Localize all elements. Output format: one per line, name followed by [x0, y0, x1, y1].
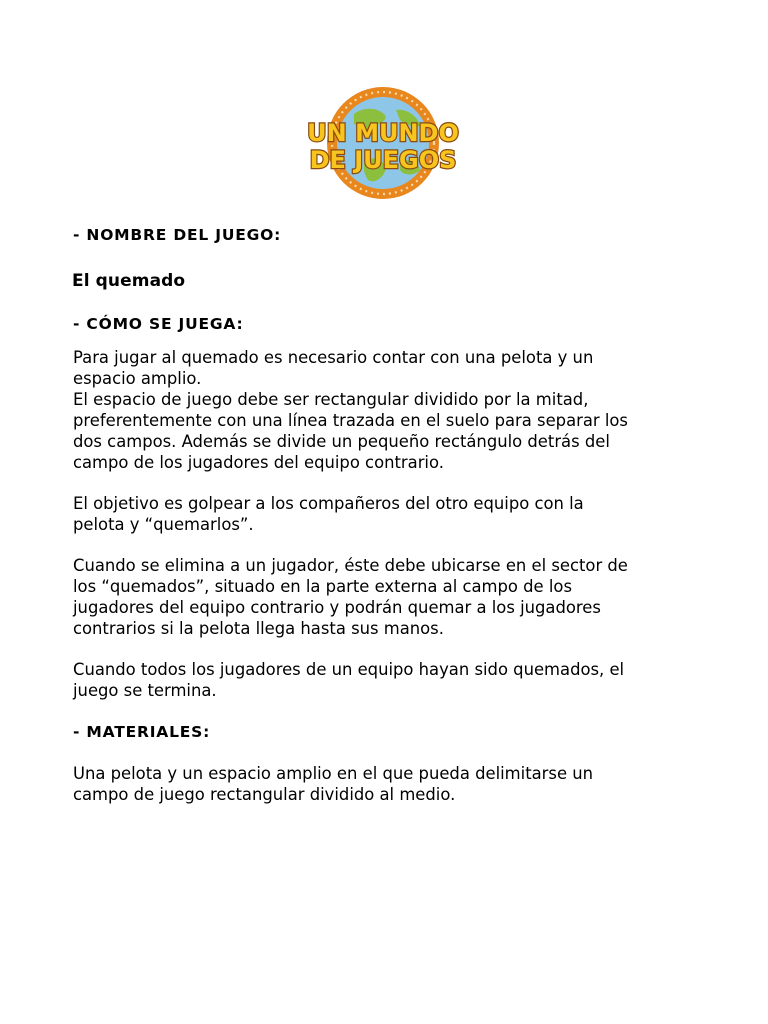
logo-line1: UN MUNDO	[307, 119, 459, 147]
text-line: Para jugar al quemado es necesario contar con una pelota y un	[73, 348, 594, 367]
text-line: campo de juego rectangular dividido al medio.	[73, 785, 456, 804]
text-line: El espacio de juego debe ser rectangular dividido por la mitad,	[73, 390, 589, 409]
text-line: Cuando se elimina a un jugador, éste debe ubicarse en el sector de	[73, 556, 628, 575]
materiales-paragraph	[73, 763, 713, 805]
text-line: jugadores del equipo contrario y podrán quemar a los jugadores	[73, 598, 601, 617]
text-line: El objetivo es golpear a los compañeros del otro equipo con la	[73, 494, 584, 513]
text-line: pelota y “quemarlos”.	[73, 515, 254, 534]
como-se-juega-paragraph-2	[73, 493, 713, 535]
como-se-juega-heading: - CÓMO SE JUEGA:	[73, 315, 244, 333]
game-title: El quemado	[72, 271, 186, 291]
text-line: espacio amplio.	[73, 369, 202, 388]
text-line: Una pelota y un espacio amplio en el que pueda delimitarse un	[73, 764, 594, 783]
logo-line2: DE JUEGOS	[309, 146, 457, 174]
text-line: dos campos. Además se divide un pequeño rectángulo detrás del	[73, 432, 610, 451]
text-line: juego se termina.	[73, 681, 217, 700]
text-line: Cuando todos los jugadores de un equipo hayan sido quemados, el	[73, 660, 625, 679]
text-line: los “quemados”, situado en la parte externa al campo de los	[73, 577, 572, 596]
como-se-juega-paragraph-3	[73, 555, 713, 639]
text-line: campo de los jugadores del equipo contrario.	[73, 453, 444, 472]
como-se-juega-paragraph-4	[73, 659, 713, 701]
nombre-del-juego-heading: - NOMBRE DEL JUEGO:	[73, 226, 282, 244]
materiales-heading: - MATERIALES:	[73, 723, 211, 741]
un-mundo-de-juegos-logo	[304, 84, 462, 202]
como-se-juega-paragraph-1	[73, 347, 713, 473]
text-line: preferentemente con una línea trazada en el suelo para separar los	[73, 411, 628, 430]
text-line: contrarios si la pelota llega hasta sus manos.	[73, 619, 444, 638]
